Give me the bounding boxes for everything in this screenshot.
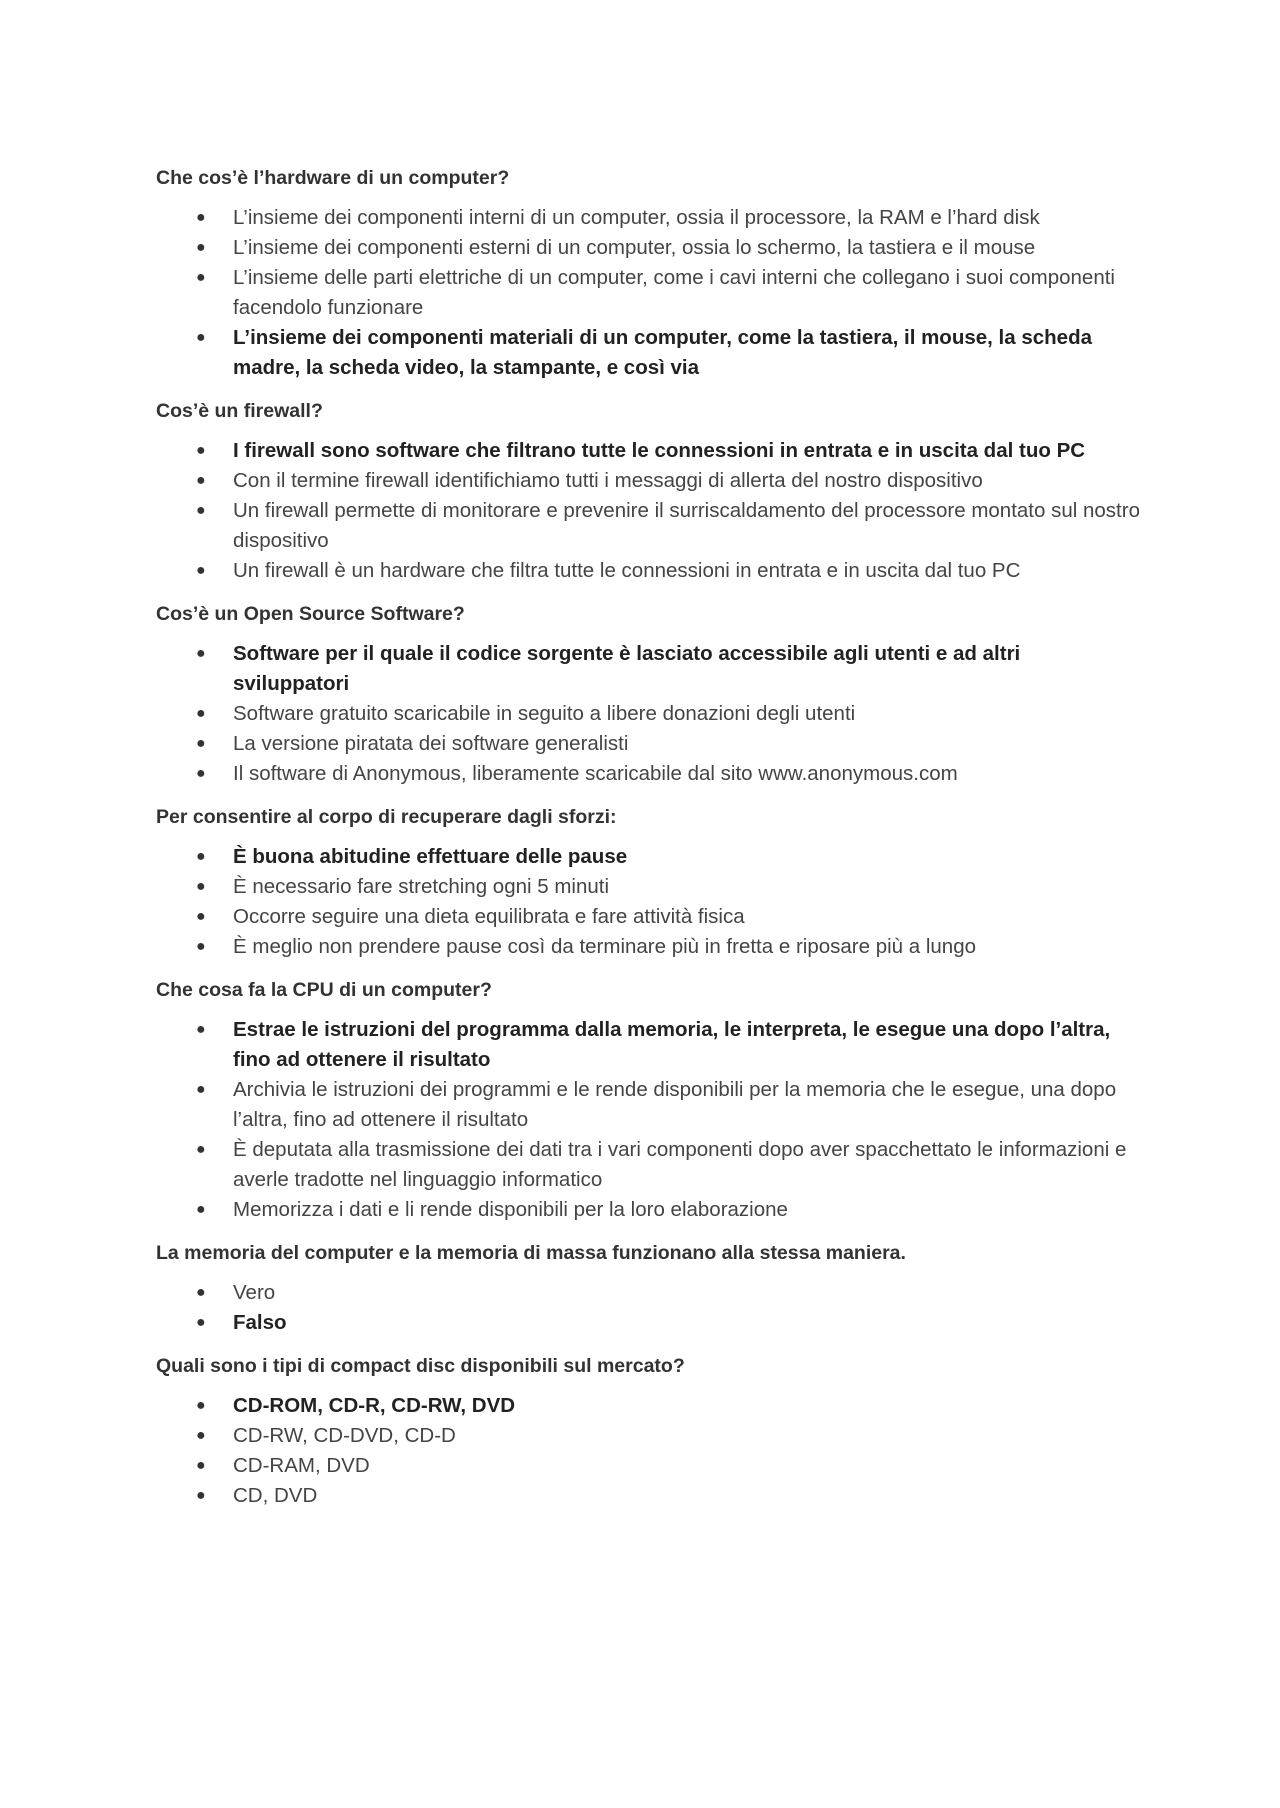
bullet-icon: ● bbox=[196, 1021, 206, 1038]
answer-option-correct bbox=[156, 323, 1140, 383]
answer-text: È deputata alla trasmissione dei dati tra i vari componenti dopo aver spacchettato le informazioni e averle tradotte nel linguaggio informatico bbox=[233, 1138, 1127, 1191]
bullet-icon: ● bbox=[196, 1427, 206, 1444]
bullet-icon: ● bbox=[196, 209, 206, 226]
bullet-icon: ● bbox=[196, 329, 206, 346]
answer-option bbox=[156, 1451, 1140, 1481]
answer-option bbox=[156, 729, 1140, 759]
bullet-icon: ● bbox=[196, 1284, 206, 1301]
answer-option-correct bbox=[156, 1015, 1140, 1075]
answer-list bbox=[156, 1391, 1140, 1511]
answer-option bbox=[156, 902, 1140, 932]
answer-option bbox=[156, 932, 1140, 962]
answer-text: Falso bbox=[233, 1311, 287, 1334]
answer-text: La versione piratata dei software generalisti bbox=[233, 732, 629, 755]
answer-option bbox=[156, 1278, 1140, 1308]
bullet-icon: ● bbox=[196, 735, 206, 752]
question-block bbox=[156, 1241, 1140, 1338]
bullet-icon: ● bbox=[196, 705, 206, 722]
bullet-icon: ● bbox=[196, 765, 206, 782]
answer-text: CD-RAM, DVD bbox=[233, 1454, 370, 1477]
bullet-icon: ● bbox=[196, 938, 206, 955]
answer-text: Il software di Anonymous, liberamente scaricabile dal sito www.anonymous.com bbox=[233, 762, 958, 785]
answer-text: È necessario fare stretching ogni 5 minuti bbox=[233, 875, 610, 898]
question-block bbox=[156, 602, 1140, 789]
answer-list bbox=[156, 842, 1140, 962]
bullet-icon: ● bbox=[196, 848, 206, 865]
bullet-icon: ● bbox=[196, 1201, 206, 1218]
question-title: Quali sono i tipi di compact disc disponibili sul mercato? bbox=[156, 1355, 685, 1377]
bullet-icon: ● bbox=[196, 1457, 206, 1474]
answer-option-correct bbox=[156, 842, 1140, 872]
answer-list bbox=[156, 1278, 1140, 1338]
answer-option bbox=[156, 699, 1140, 729]
question-title: Cos’è un Open Source Software? bbox=[156, 603, 465, 625]
answer-option bbox=[156, 1481, 1140, 1511]
answer-text: Occorre seguire una dieta equilibrata e fare attività fisica bbox=[233, 905, 745, 928]
answer-text: CD-ROM, CD-R, CD-RW, DVD bbox=[233, 1394, 516, 1417]
bullet-icon: ● bbox=[196, 472, 206, 489]
bullet-icon: ● bbox=[196, 1141, 206, 1158]
answer-list bbox=[156, 203, 1140, 383]
answer-text: I firewall sono software che filtrano tutte le connessioni in entrata e in uscita dal tuo PC bbox=[233, 439, 1086, 462]
answer-text: Archivia le istruzioni dei programmi e le rende disponibili per la memoria che le esegue, una dopo l’altra, fino ad ottenere il risultato bbox=[233, 1078, 1117, 1131]
answer-option bbox=[156, 872, 1140, 902]
answer-option-correct bbox=[156, 639, 1140, 699]
answer-option bbox=[156, 556, 1140, 586]
answer-text: Con il termine firewall identifichiamo tutti i messaggi di allerta del nostro dispositivo bbox=[233, 469, 983, 492]
quiz-content bbox=[156, 166, 1140, 1511]
bullet-icon: ● bbox=[196, 878, 206, 895]
answer-text: L’insieme dei componenti materiali di un computer, come la tastiera, il mouse, la scheda madre, la scheda video, la stampante, e così via bbox=[233, 326, 1092, 379]
answer-text: Estrae le istruzioni del programma dalla memoria, le interpreta, le esegue una dopo l’altra, fino ad ottenere il risultato bbox=[233, 1018, 1111, 1071]
answer-option-correct bbox=[156, 1308, 1140, 1338]
answer-option bbox=[156, 1195, 1140, 1225]
bullet-icon: ● bbox=[196, 1397, 206, 1414]
question-block bbox=[156, 166, 1140, 383]
question-block bbox=[156, 399, 1140, 586]
answer-text: Software per il quale il codice sorgente è lasciato accessibile agli utenti e ad altri sviluppatori bbox=[233, 642, 1021, 695]
question-block bbox=[156, 978, 1140, 1225]
question-title: Cos’è un firewall? bbox=[156, 400, 323, 422]
bullet-icon: ● bbox=[196, 502, 206, 519]
answer-option-correct bbox=[156, 436, 1140, 466]
answer-text: Un firewall è un hardware che filtra tutte le connessioni in entrata e in uscita dal tuo PC bbox=[233, 559, 1021, 582]
answer-text: L’insieme dei componenti interni di un computer, ossia il processore, la RAM e l’hard disk bbox=[233, 206, 1040, 229]
question-title: La memoria del computer e la memoria di massa funzionano alla stessa maniera. bbox=[156, 1242, 906, 1264]
answer-option bbox=[156, 1421, 1140, 1451]
answer-text: Vero bbox=[233, 1281, 276, 1304]
question-title: Che cosa fa la CPU di un computer? bbox=[156, 979, 492, 1001]
bullet-icon: ● bbox=[196, 1487, 206, 1504]
answer-text: L’insieme delle parti elettriche di un computer, come i cavi interni che collegano i suoi componenti facendolo funzionare bbox=[233, 266, 1115, 319]
answer-option bbox=[156, 263, 1140, 323]
bullet-icon: ● bbox=[196, 645, 206, 662]
bullet-icon: ● bbox=[196, 1314, 206, 1331]
answer-list bbox=[156, 436, 1140, 586]
question-block bbox=[156, 1354, 1140, 1511]
answer-option bbox=[156, 1135, 1140, 1195]
answer-list bbox=[156, 1015, 1140, 1225]
bullet-icon: ● bbox=[196, 239, 206, 256]
answer-text: L’insieme dei componenti esterni di un computer, ossia lo schermo, la tastiera e il mouse bbox=[233, 236, 1036, 259]
bullet-icon: ● bbox=[196, 442, 206, 459]
question-block bbox=[156, 805, 1140, 962]
answer-option bbox=[156, 233, 1140, 263]
answer-text: CD-RW, CD-DVD, CD-D bbox=[233, 1424, 456, 1447]
answer-text: Software gratuito scaricabile in seguito a libere donazioni degli utenti bbox=[233, 702, 856, 725]
bullet-icon: ● bbox=[196, 269, 206, 286]
answer-option bbox=[156, 759, 1140, 789]
answer-text: Un firewall permette di monitorare e prevenire il surriscaldamento del processore montato sul nostro dispositivo bbox=[233, 499, 1140, 552]
answer-text: Memorizza i dati e li rende disponibili per la loro elaborazione bbox=[233, 1198, 788, 1221]
question-title: Che cos’è l’hardware di un computer? bbox=[156, 167, 510, 189]
answer-text: È meglio non prendere pause così da terminare più in fretta e riposare più a lungo bbox=[233, 935, 977, 958]
question-title: Per consentire al corpo di recuperare dagli sforzi: bbox=[156, 806, 617, 828]
answer-text: CD, DVD bbox=[233, 1484, 318, 1507]
answer-option bbox=[156, 466, 1140, 496]
answer-option-correct bbox=[156, 1391, 1140, 1421]
answer-option bbox=[156, 1075, 1140, 1135]
answer-list bbox=[156, 639, 1140, 789]
answer-option bbox=[156, 203, 1140, 233]
bullet-icon: ● bbox=[196, 1081, 206, 1098]
answer-text: È buona abitudine effettuare delle pause bbox=[233, 845, 628, 868]
bullet-icon: ● bbox=[196, 562, 206, 579]
bullet-icon: ● bbox=[196, 908, 206, 925]
answer-option bbox=[156, 496, 1140, 556]
